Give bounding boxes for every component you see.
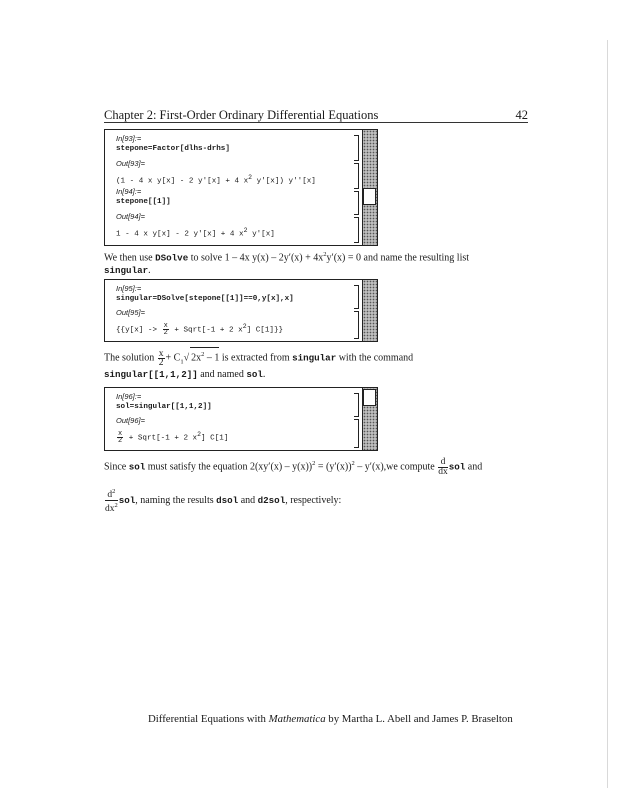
cell-bracket[interactable] <box>354 163 359 189</box>
running-header <box>104 108 528 123</box>
out94-output[interactable]: 1 - 4 x y[x] - 2 y'[x] + 4 $x^2$ y'[x] <box>116 227 275 239</box>
paragraph-dsolve: We then use DSolve to solve 1 – 4x $y(x) - 2y'(x) + 4x^2y'(x) = 0$ and name the resulting list singular. <box>104 251 470 277</box>
header-rule <box>104 122 528 123</box>
chapter-title: Chapter 2: First-Order Ordinary Differential Equations <box>104 108 379 122</box>
in96-code[interactable]: sol=singular[[1,1,2]] <box>116 403 212 411</box>
notebook-scrollbar[interactable] <box>362 388 377 450</box>
notebook-scrollbar[interactable] <box>362 280 377 341</box>
notebook-cell-group-3 <box>104 387 378 451</box>
in94-label: In[94]:= <box>116 187 142 196</box>
cell-bracket[interactable] <box>354 191 359 215</box>
out95-label: Out[95]= <box>116 308 145 317</box>
cell-bracket[interactable] <box>354 217 359 243</box>
scrollbar-thumb[interactable] <box>363 389 376 406</box>
out96-label: Out[96]= <box>116 416 145 425</box>
notebook-cell-group-1 <box>104 129 378 246</box>
scrollbar-thumb[interactable] <box>363 188 376 205</box>
out93-label: Out[93]= <box>116 159 145 168</box>
cell-bracket[interactable] <box>354 135 359 161</box>
in96-label: In[96]:= <box>116 392 142 401</box>
in94-code[interactable]: stepone[[1]] <box>116 198 171 206</box>
out94-label: Out[94]= <box>116 212 145 221</box>
page-number: 42 <box>515 108 528 122</box>
page-footer: Differential Equations with Mathematica by Martha L. Abell and James P. Braselton <box>148 713 513 725</box>
notebook-cell-group-2 <box>104 279 378 342</box>
paragraph-naming: $\frac{d^2}{dx^2}$ sol, naming the results dsol and d2sol, respectively: <box>105 488 342 515</box>
in93-code[interactable]: stepone=Factor[dlhs-drhs] <box>116 145 230 153</box>
in95-code[interactable]: singular=DSolve[stepone[[1]]==0,y[x],x] <box>116 295 294 303</box>
paragraph-since: Since sol must satisfy the equation $2(xy'(x) - y(x))^2 = (y'(x))^2 - y'(x),we$ compute $\frac{d}{dx}$ sol and <box>104 456 483 477</box>
page-edge-line <box>607 40 608 788</box>
out96-output[interactable]: $\frac{x}{2}$ + Sqrt[-1 + 2 $x^2$] C[1] <box>118 430 229 446</box>
in93-label: In[93]:= <box>116 134 142 143</box>
out95-output[interactable]: {{y[x] -> $\frac{x}{2}$ + Sqrt[-1 + 2 $x^2$] C[1]}} <box>116 322 284 338</box>
paragraph-solution: The solution $\frac{x}{2}$ + $C_1√$ $2x^2 - 1$ is extracted from singular with the command singular[[1,1,2]] and named sol. <box>104 348 414 381</box>
cell-bracket[interactable] <box>354 393 359 417</box>
notebook-scrollbar[interactable] <box>362 130 377 245</box>
cell-bracket[interactable] <box>354 311 359 339</box>
cell-bracket[interactable] <box>354 285 359 309</box>
in95-label: In[95]:= <box>116 284 142 293</box>
cell-bracket[interactable] <box>354 419 359 448</box>
out93-output[interactable]: (1 - 4 x y[x] - 2 y'[x] + 4 $x^2$ y'[x]) y''[x] <box>116 174 316 186</box>
